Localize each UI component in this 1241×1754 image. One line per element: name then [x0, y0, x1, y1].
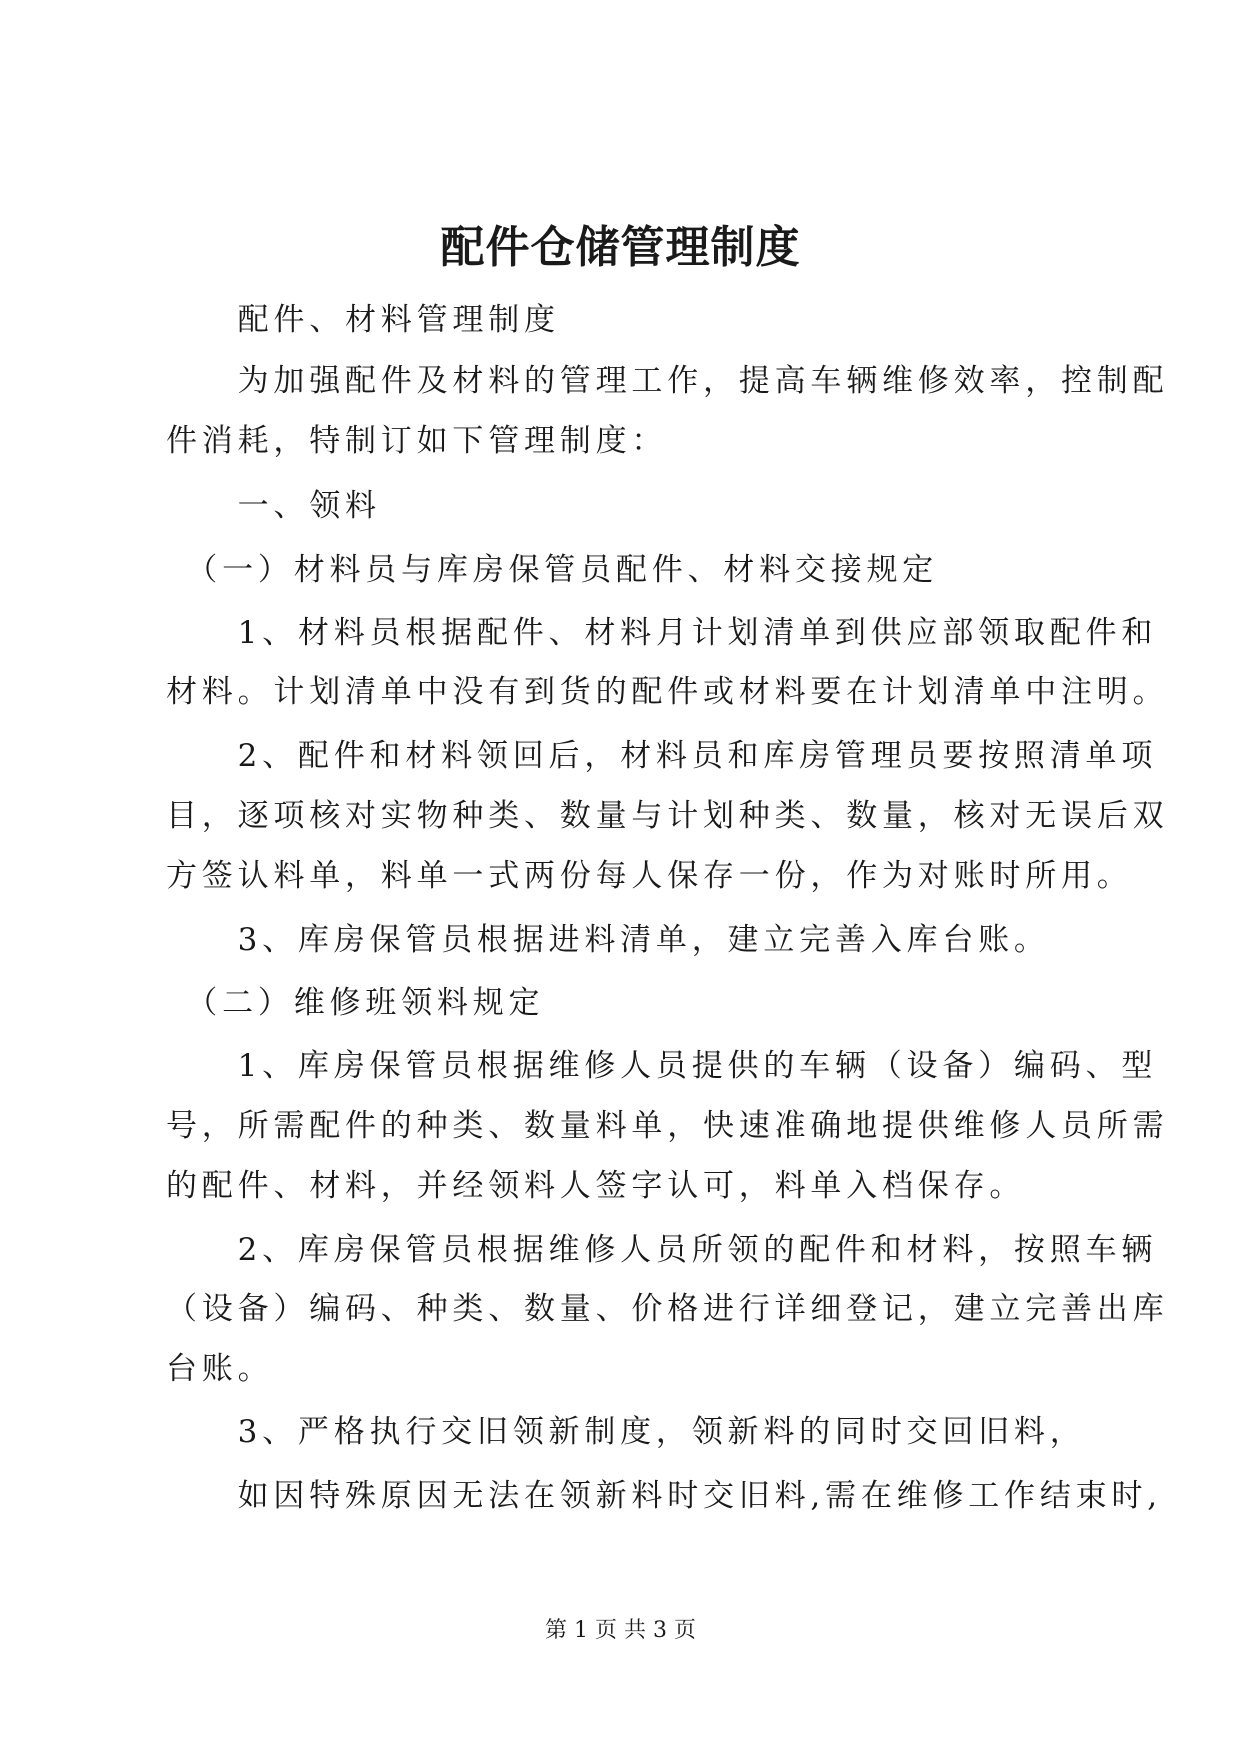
paragraph-line: 2、配件和材料领回后，材料员和库房管理员要按照清单项 [166, 738, 1158, 774]
paragraph-line: 号，所需配件的种类、数量料单，快速准确地提供维修人员所需 [166, 1108, 1169, 1144]
paragraph-line: 如因特殊原因无法在领新料时交旧料,需在维修工作结束时, [166, 1478, 1162, 1514]
paragraph-line: 配件、材料管理制度 [166, 302, 560, 338]
paragraph-line: 方签认料单，料单一式两份每人保存一份，作为对账时所用。 [166, 858, 1133, 894]
section-heading: 一、领料 [166, 488, 381, 524]
paragraph-line: （设备）编码、种类、数量、价格进行详细登记，建立完善出库 [166, 1291, 1169, 1327]
paragraph-line: 2、库房保管员根据维修人员所领的配件和材料，按照车辆 [166, 1232, 1158, 1268]
paragraph-line: 的配件、材料，并经领料人签字认可，料单入档保存。 [166, 1168, 1026, 1204]
subsection-heading: （二）维修班领料规定 [166, 985, 545, 1021]
paragraph-line: 材料。计划清单中没有到货的配件或材料要在计划清单中注明。 [166, 674, 1169, 710]
paragraph-line: 件消耗，特制订如下管理制度： [166, 423, 668, 459]
paragraph-line: 为加强配件及材料的管理工作，提高车辆维修效率，控制配 [166, 363, 1169, 399]
page-footer: 第 1 页 共 3 页 [545, 1618, 696, 1643]
paragraph-line: 目，逐项核对实物种类、数量与计划种类、数量，核对无误后双 [166, 798, 1169, 834]
subsection-heading: （一）材料员与库房保管员配件、材料交接规定 [166, 552, 939, 588]
paragraph-line: 1、库房保管员根据维修人员提供的车辆（设备）编码、型 [166, 1048, 1158, 1084]
paragraph-line: 3、严格执行交旧领新制度，领新料的同时交回旧料， [166, 1414, 1086, 1450]
paragraph-line: 台账。 [166, 1351, 274, 1387]
document-title: 配件仓储管理制度 [440, 222, 801, 273]
paragraph-line: 3、库房保管员根据进料清单，建立完善入库台账。 [166, 922, 1050, 958]
paragraph-line: 1、材料员根据配件、材料月计划清单到供应部领取配件和 [166, 615, 1158, 651]
